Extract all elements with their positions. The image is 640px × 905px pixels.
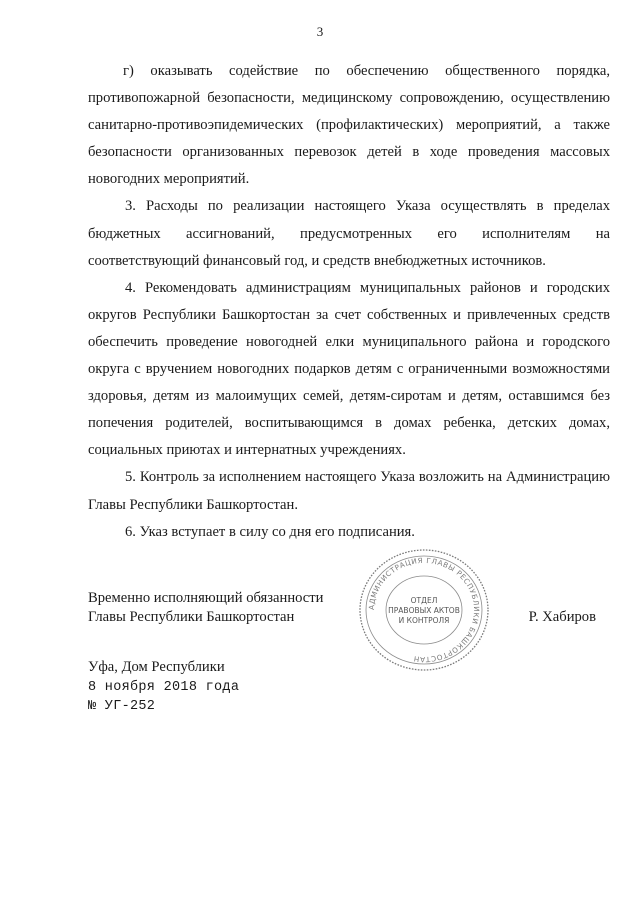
paragraph-4-recommendation: 4. Рекомендовать администрациям муниципальных районов и городских округов Республики Башкортостан за счет собственных и привлеченных средств обеспечить проведение новогодней елки муниципального района и городского округа с вручением новогодних подарков детям с ограниченными возможностями здоровья, детям из малоимущих семей, детям-сиротам и детям, оставшимся без попечения родителей, воспитывающимся в домах ребенка, детских домах, социальных приютах и интернатных учреждениях. [88, 279, 610, 459]
paragraph-item-g: г) оказывать содействие по обеспечению общественного порядка, противопожарной безопасности, медицинскому сопровождению, осуществлению санитарно-противоэпидемических (профилактических) мероприятий, а также безопасности организованных перевозок детей в ходе проведения массовых новогодних мероприятий. [88, 63, 610, 188]
paragraph-3-expenses: 3. Расходы по реализации настоящего Указа осуществлять в пределах бюджетных ассигнований, предусмотренных его исполнителям на соответствующий финансовый год, и средств внебюджетных источников. [88, 198, 610, 269]
seal-inner-line2: ПРАВОВЫХ АКТОВ [388, 606, 460, 615]
document-footer [88, 656, 239, 716]
seal-ring-text-path: АДМИНИСТРАЦИЯ ГЛАВЫ РЕСПУБЛИКИ БАШКОРТОСТАН [366, 555, 482, 665]
place-of-signing: Уфа, Дом Республики [88, 659, 225, 675]
paragraph-5-control: 5. Контроль за исполнением настоящего Указа возложить на Администрацию Главы Республики Башкортостан. [88, 469, 610, 513]
decree-number: № УГ-252 [88, 699, 156, 714]
signing-date: 8 ноября 2018 года [88, 680, 240, 695]
signatory-title-line1: Временно исполняющий обязанности [88, 590, 324, 606]
signatory-title-line2: Главы Республики Башкортостан [88, 609, 295, 625]
document-body [88, 58, 610, 546]
seal-inner-line1: ОТДЕЛ [410, 596, 438, 605]
signature-block [88, 589, 610, 627]
official-stamp-seal [355, 546, 493, 674]
page-number: 3 [316, 24, 324, 39]
seal-inner-line3: И КОНТРОЛЯ [398, 616, 450, 625]
signatory-name: Р. Хабиров [528, 609, 596, 625]
paragraph-6-effective-date: 6. Указ вступает в силу со дня его подписания. [125, 523, 415, 540]
